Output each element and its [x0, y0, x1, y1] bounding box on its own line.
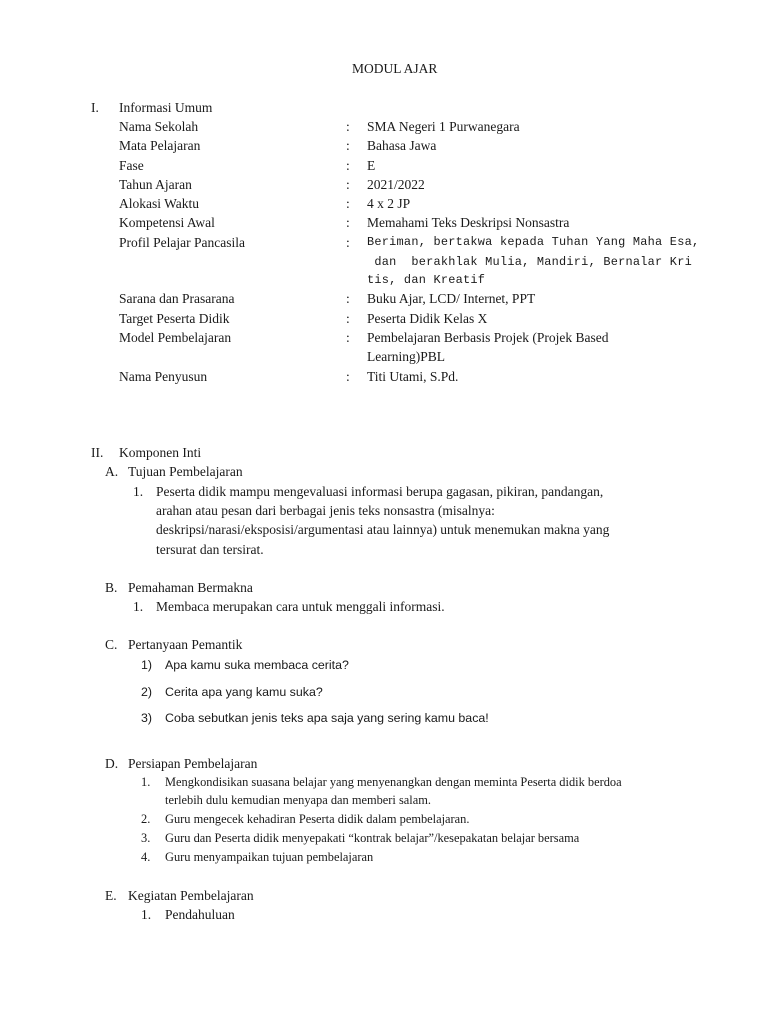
list-number: 1.: [141, 775, 151, 789]
info-value: Peserta Didik Kelas X: [367, 311, 488, 326]
list-item-text: Coba sebutkan jenis teks apa saja yang sering kamu baca!: [165, 711, 489, 725]
info-colon: :: [346, 291, 350, 306]
info-colon: :: [346, 330, 350, 345]
list-item-text: Apa kamu suka membaca cerita?: [165, 658, 349, 672]
info-label: Target Peserta Didik: [119, 311, 230, 326]
paragraph-line: arahan atau pesan dari berbagai jenis teks nonsastra (misalnya:: [156, 503, 495, 518]
list-item-text: Mengkondisikan suasana belajar yang menyenangkan dengan meminta Peserta didik berdoa: [165, 775, 622, 789]
list-item-text: Guru menyampaikan tujuan pembelajaran: [165, 850, 374, 864]
info-label: Tahun Ajaran: [119, 177, 192, 192]
info-value: Buku Ajar, LCD/ Internet, PPT: [367, 291, 536, 306]
subsection-heading: Pemahaman Bermakna: [128, 580, 253, 595]
info-label: Kompetensi Awal: [119, 215, 215, 230]
paragraph-line: tersurat dan tersirat.: [156, 542, 264, 557]
subsection-heading: Pertanyaan Pemantik: [128, 637, 243, 652]
info-value: Titi Utami, S.Pd.: [367, 369, 459, 384]
list-item-text: Guru mengecek kehadiran Peserta didik dalam pembelajaran.: [165, 812, 470, 826]
section-number: I.: [91, 100, 99, 115]
info-colon: :: [346, 177, 350, 192]
list-number: 1): [141, 658, 153, 672]
list-number: 4.: [141, 850, 151, 864]
info-label: Sarana dan Prasarana: [119, 291, 235, 306]
document-title: MODUL AJAR: [352, 61, 438, 76]
subsection-letter: A.: [105, 464, 119, 479]
info-colon: :: [346, 158, 350, 173]
info-colon: :: [346, 215, 350, 230]
subsection-heading: Tujuan Pembelajaran: [128, 464, 243, 479]
info-value: tis, dan Kreatif: [367, 273, 486, 287]
info-colon: :: [346, 235, 350, 250]
info-label: Alokasi Waktu: [119, 196, 200, 211]
info-label: Nama Penyusun: [119, 369, 208, 384]
info-label: Mata Pelajaran: [119, 138, 201, 153]
info-value: E: [367, 158, 376, 173]
list-number: 3): [141, 711, 153, 725]
paragraph-line: deskripsi/narasi/eksposisi/argumentasi atau lainnya) untuk menemukan makna yang: [156, 522, 610, 537]
info-colon: :: [346, 369, 350, 384]
list-item-text: Guru dan Peserta didik menyepakati “kontrak belajar”/kesepakatan belajar bersama: [165, 831, 580, 845]
list-item-text: Membaca merupakan cara untuk menggali informasi.: [156, 599, 445, 614]
list-number: 3.: [141, 831, 151, 845]
info-colon: :: [346, 119, 350, 134]
info-label: Profil Pelajar Pancasila: [119, 235, 245, 250]
info-colon: :: [346, 311, 350, 326]
list-number: 1.: [133, 484, 144, 499]
info-colon: :: [346, 138, 350, 153]
list-item-text: Pendahuluan: [165, 907, 235, 922]
info-value: SMA Negeri 1 Purwanegara: [367, 119, 520, 134]
info-value: Pembelajaran Berbasis Projek (Projek Based: [367, 330, 609, 345]
info-value: Learning)PBL: [367, 349, 445, 364]
info-value: 2021/2022: [367, 177, 425, 192]
info-value: 4 x 2 JP: [367, 196, 411, 211]
info-label: Model Pembelajaran: [119, 330, 232, 345]
info-value: Memahami Teks Deskripsi Nonsastra: [367, 215, 570, 230]
info-value: dan berakhlak Mulia, Mandiri, Bernalar Kri: [367, 255, 692, 269]
list-item-text: Cerita apa yang kamu suka?: [165, 685, 323, 699]
subsection-letter: B.: [105, 580, 118, 595]
subsection-letter: C.: [105, 637, 118, 652]
subsection-letter: D.: [105, 756, 119, 771]
info-value: Beriman, bertakwa kepada Tuhan Yang Maha Esa,: [367, 235, 700, 249]
list-number: 1.: [141, 907, 152, 922]
section-heading: Informasi Umum: [119, 100, 213, 115]
list-number: 1.: [133, 599, 144, 614]
info-label: Fase: [119, 158, 144, 173]
section-heading: Komponen Inti: [119, 445, 202, 460]
list-item-text: terlebih dulu kemudian menyapa dan memberi salam.: [165, 793, 431, 807]
info-value: Bahasa Jawa: [367, 138, 437, 153]
paragraph-line: Peserta didik mampu mengevaluasi informasi berupa gagasan, pikiran, pandangan,: [156, 484, 604, 499]
list-number: 2.: [141, 812, 151, 826]
subsection-heading: Persiapan Pembelajaran: [128, 756, 258, 771]
subsection-heading: Kegiatan Pembelajaran: [128, 888, 254, 903]
info-label: Nama Sekolah: [119, 119, 199, 134]
list-number: 2): [141, 685, 153, 699]
subsection-letter: E.: [105, 888, 117, 903]
section-number: II.: [91, 445, 104, 460]
info-colon: :: [346, 196, 350, 211]
